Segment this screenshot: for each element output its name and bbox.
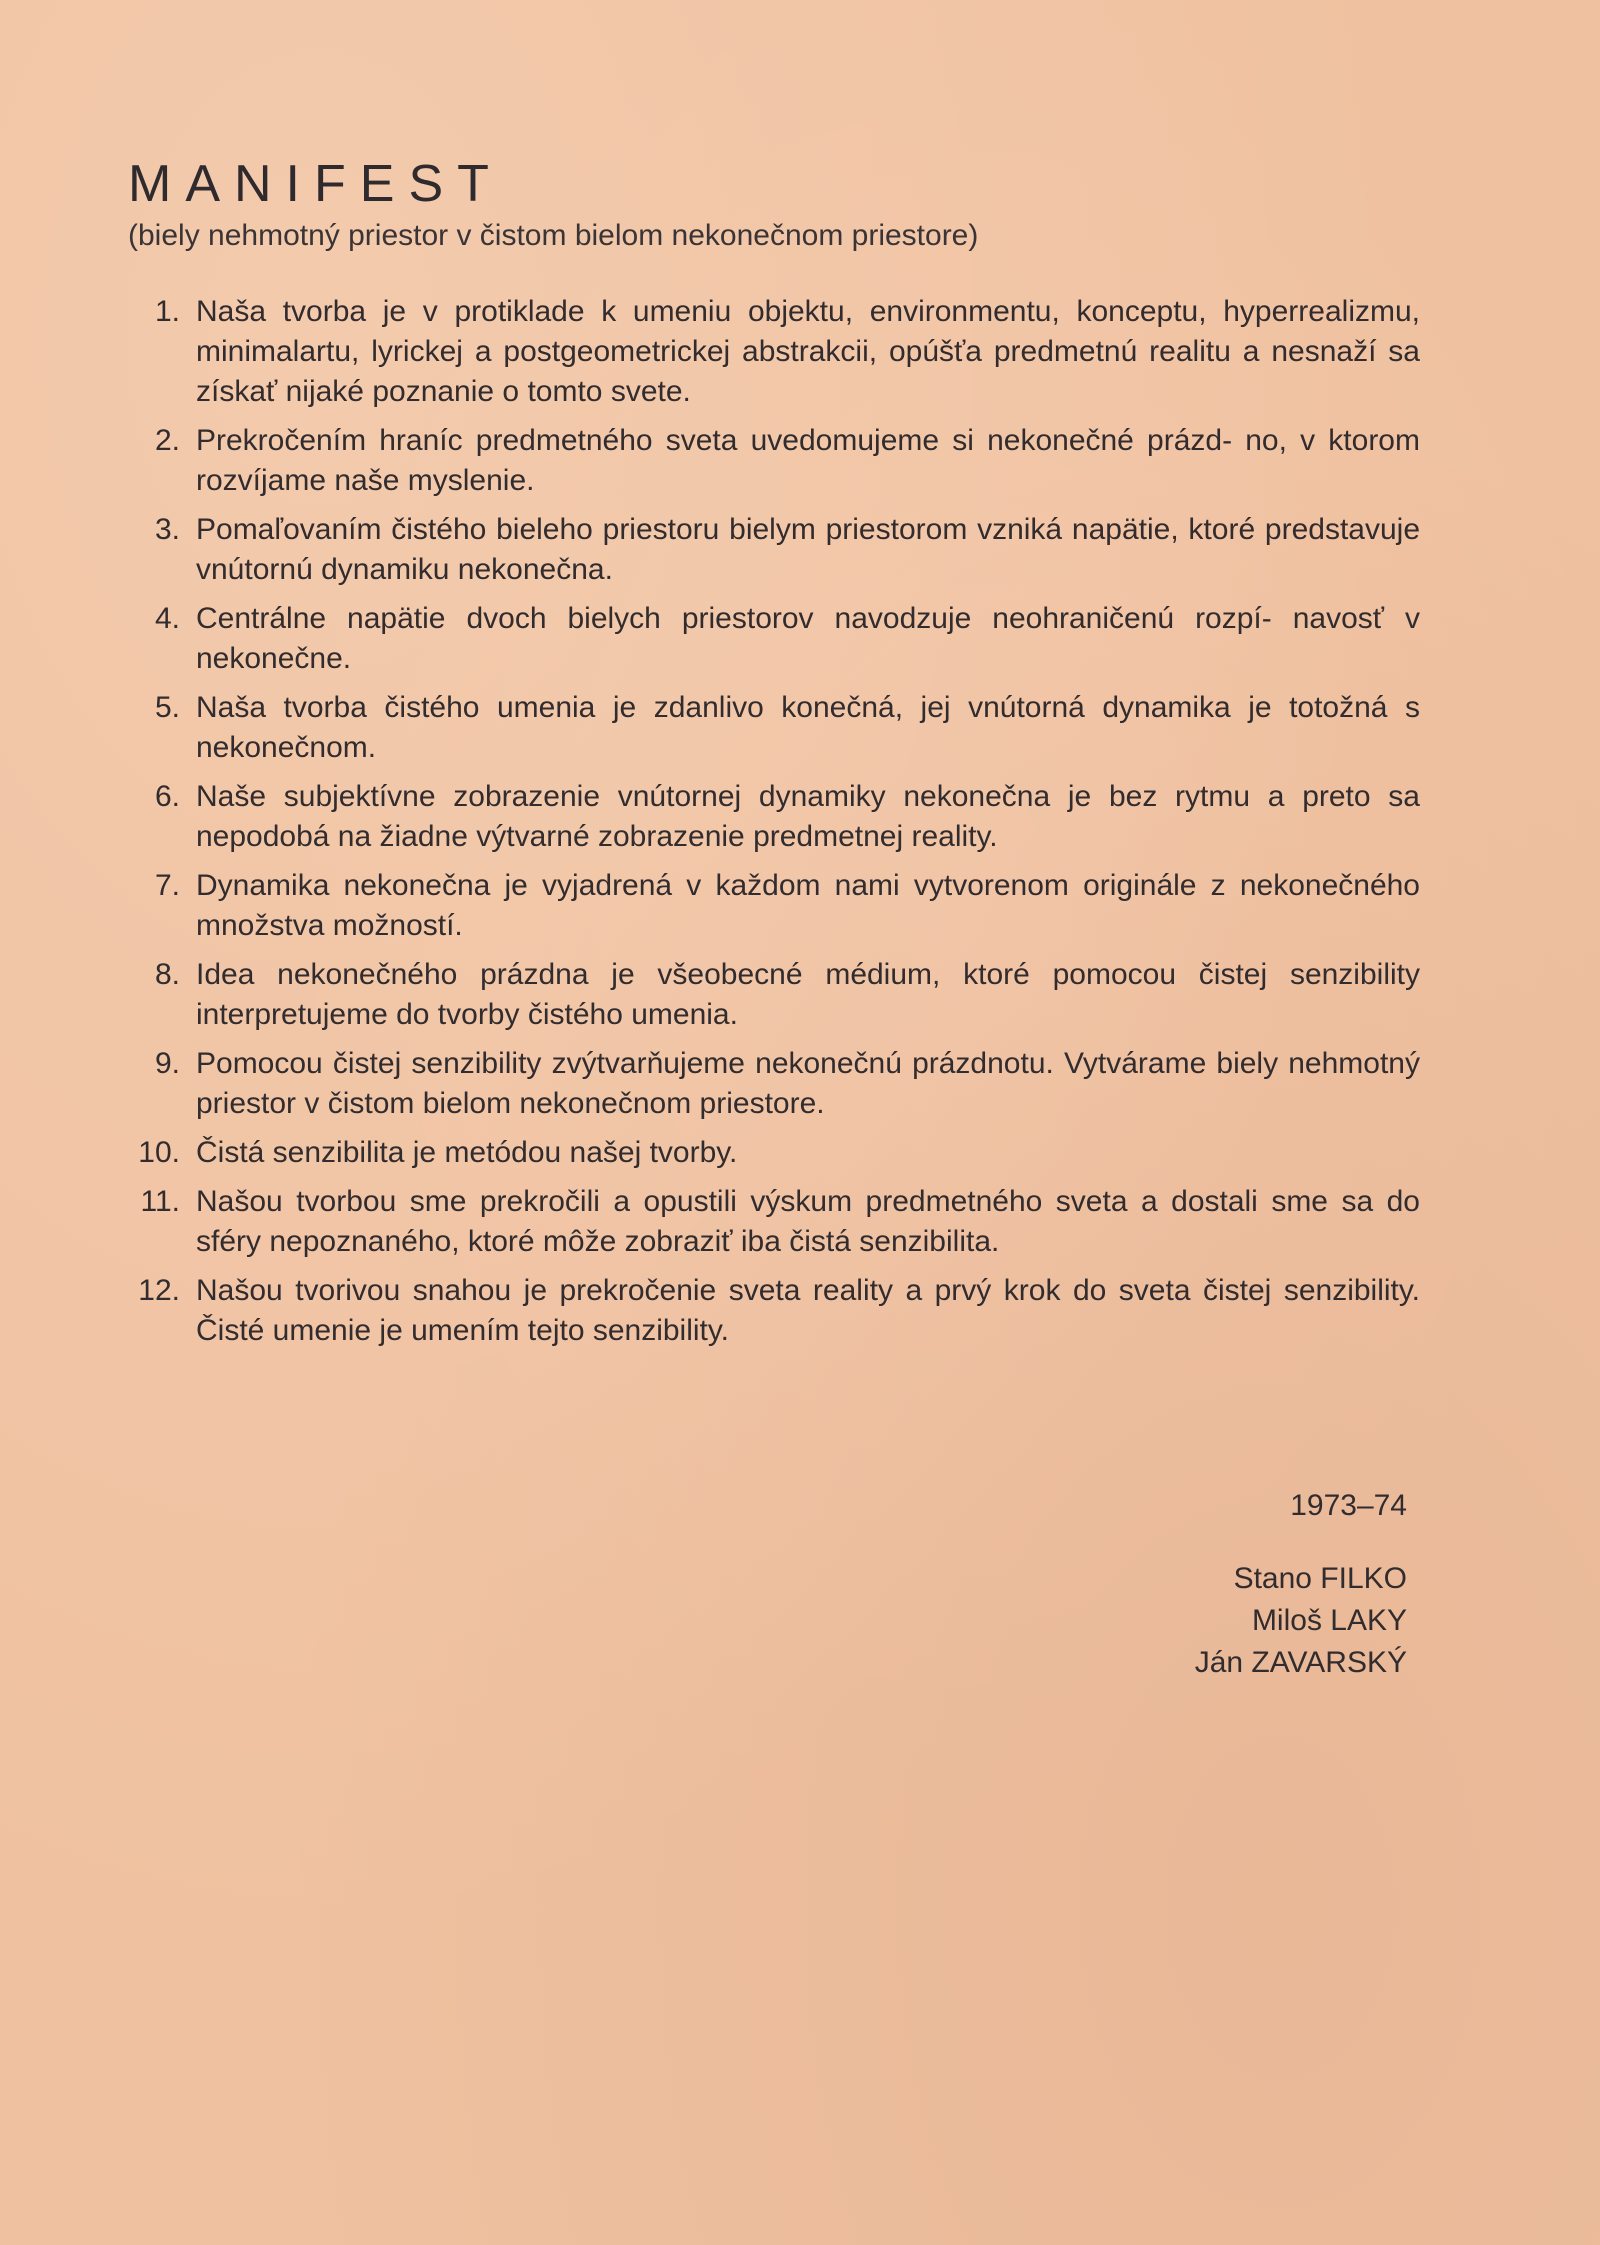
item-number: 4. (154, 602, 180, 635)
item-text: Prekročením hraníc predmetného sveta uvedomujeme si nekonečné prázd- no, v ktorom rozvíjame naše myslenie. (196, 424, 1420, 497)
list-item (120, 1271, 1420, 1351)
item-number: 11. (140, 1185, 180, 1218)
list-item (120, 777, 1420, 857)
item-number: 1. (154, 295, 180, 328)
list-item (120, 1182, 1420, 1262)
list-item (120, 688, 1420, 768)
signatory-name: Miloš LAKY (1251, 1604, 1407, 1637)
item-number: 2. (154, 424, 180, 457)
item-text: Našou tvorivou snahou je prekročenie sveta reality a prvý krok do sveta čistej senzibility. Čisté umenie je umením tejto senzibility. (196, 1274, 1420, 1347)
list-item (120, 866, 1420, 946)
item-number: 5. (154, 691, 180, 724)
signatories (1195, 1558, 1407, 1684)
list-item (120, 955, 1420, 1035)
item-text: Dynamika nekonečna je vyjadrená v každom nami vytvorenom originále z nekonečného množstva možností. (196, 869, 1420, 942)
page-title: MANIFEST (128, 155, 503, 213)
list-item (120, 510, 1420, 590)
item-text: Pomocou čistej senzibility zvýtvarňujeme nekonečnú prázdnotu. Vytvárame biely nehmotný priestor v čistom bielom nekonečnom priestore. (196, 1047, 1420, 1120)
item-number: 6. (154, 780, 180, 813)
date: 1973–74 (1290, 1489, 1407, 1522)
item-number: 10. (138, 1136, 180, 1169)
signatory-name: Ján ZAVARSKÝ (1194, 1646, 1407, 1679)
item-text: Naše subjektívne zobrazenie vnútornej dynamiky nekonečna je bez rytmu a preto sa nepodobá na žiadne výtvarné zobrazenie predmetnej reality. (196, 780, 1420, 853)
item-text: Našou tvorbou sme prekročili a opustili výskum predmetného sveta a dostali sme sa do sféry nepoznaného, ktoré môže zobraziť iba čistá senzibilita. (196, 1185, 1420, 1258)
item-number: 8. (154, 958, 180, 991)
item-text: Pomaľovaním čistého bieleho priestoru bielym priestorom vzniká napätie, ktoré predstavuje vnútornú dynamiku nekonečna. (196, 513, 1420, 586)
list-item (120, 292, 1420, 412)
item-number: 12. (138, 1274, 180, 1307)
item-text: Čistá senzibilita je metódou našej tvorby. (196, 1136, 738, 1169)
item-number: 3. (154, 513, 180, 546)
item-number: 7. (154, 869, 180, 902)
list-item (120, 599, 1420, 679)
item-text: Naša tvorba čistého umenia je zdanlivo konečná, jej vnútorná dynamika je totožná s nekonečnom. (196, 691, 1420, 764)
page-subtitle: (biely nehmotný priestor v čistom bielom nekonečnom priestore) (128, 219, 979, 252)
item-text: Centrálne napätie dvoch bielych priestorov navodzuje neohraničenú rozpí- navosť v nekonečne. (196, 602, 1420, 675)
manifest-list (120, 292, 1420, 1360)
item-number: 9. (154, 1047, 180, 1080)
list-item (120, 421, 1420, 501)
item-text: Idea nekonečného prázdna je všeobecné médium, ktoré pomocou čistej senzibility interpretujeme do tvorby čistého umenia. (196, 958, 1420, 1031)
item-text: Naša tvorba je v protiklade k umeniu objektu, environmentu, konceptu, hyperrealizmu, minimalartu, lyrickej a postgeometrickej abstrakcii, opúšťa predmetnú realitu a nesnaží sa získať nijaké poznanie o tomto svete. (196, 295, 1420, 408)
list-item (120, 1133, 1420, 1173)
list-item (120, 1044, 1420, 1124)
signatory-name: Stano FILKO (1233, 1562, 1407, 1595)
